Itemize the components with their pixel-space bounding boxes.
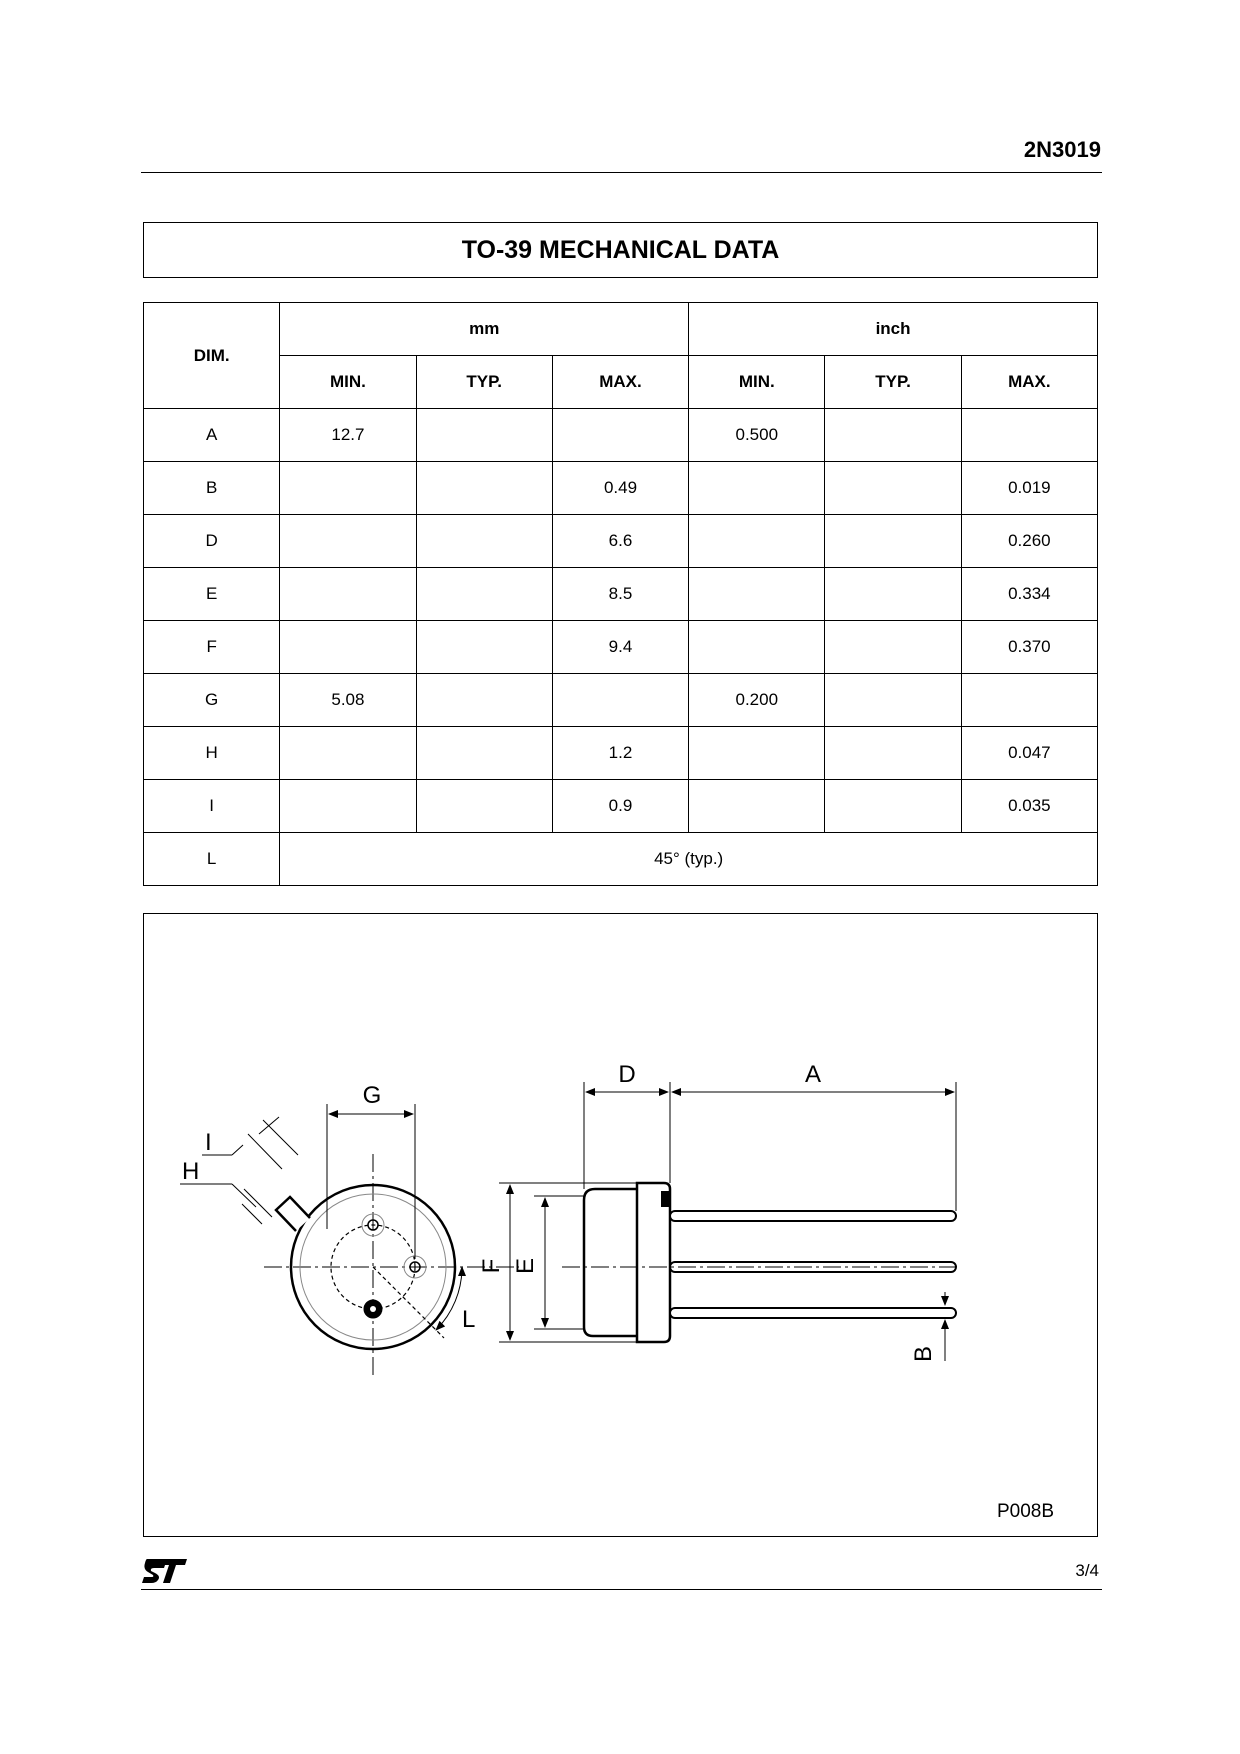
inch-max-cell <box>961 674 1097 727</box>
dim-cell: F <box>144 621 280 674</box>
inch-min-cell <box>689 462 825 515</box>
package-drawing <box>143 913 1098 1537</box>
inch-max-cell: 0.370 <box>961 621 1097 674</box>
table-row <box>144 462 1098 515</box>
table-row <box>144 780 1098 833</box>
mm-max-cell: 1.2 <box>552 727 688 780</box>
dim-cell: A <box>144 409 280 462</box>
dimension-line-h <box>232 1184 256 1207</box>
mm-header: mm <box>280 303 689 356</box>
mm-typ-cell <box>416 462 552 515</box>
side-view <box>478 1061 956 1362</box>
mechanical-data-table <box>143 302 1098 886</box>
drawing-code: P008B <box>996 1501 1054 1522</box>
flange-tab-mark <box>661 1191 670 1207</box>
st-logo <box>141 1556 189 1586</box>
mm-typ-cell <box>416 621 552 674</box>
dimension-line-i <box>259 1117 279 1134</box>
angle-value-cell: 45° (typ.) <box>280 833 1098 886</box>
mm-typ-cell <box>416 727 552 780</box>
dim-cell: H <box>144 727 280 780</box>
inch-typ-cell <box>825 674 961 727</box>
inch-max-cell <box>961 409 1097 462</box>
mm-typ-header: TYP. <box>416 356 552 409</box>
mm-typ-cell <box>416 409 552 462</box>
dim-cell: I <box>144 780 280 833</box>
inch-min-cell <box>689 780 825 833</box>
mm-min-cell: 5.08 <box>280 674 416 727</box>
table-row <box>144 568 1098 621</box>
package-outline-drawing <box>144 914 1099 1538</box>
mm-min-header: MIN. <box>280 356 416 409</box>
mm-min-cell <box>280 727 416 780</box>
inch-typ-cell <box>825 568 961 621</box>
mm-typ-cell <box>416 780 552 833</box>
angle-line <box>373 1267 444 1338</box>
inch-max-cell: 0.047 <box>961 727 1097 780</box>
inch-typ-cell <box>825 621 961 674</box>
mm-max-cell <box>552 674 688 727</box>
inch-min-header: MIN. <box>689 356 825 409</box>
inch-typ-cell <box>825 780 961 833</box>
lead <box>670 1211 956 1221</box>
mm-min-cell <box>280 515 416 568</box>
section-title: TO-39 MECHANICAL DATA <box>143 222 1098 278</box>
dim-header: DIM. <box>144 303 280 409</box>
lead <box>670 1308 956 1318</box>
extension-line <box>242 1204 262 1224</box>
label-f: F <box>478 1258 505 1274</box>
mm-max-cell: 0.9 <box>552 780 688 833</box>
mm-max-cell: 0.49 <box>552 462 688 515</box>
footer-rule <box>141 1589 1102 1590</box>
inch-max-cell: 0.019 <box>961 462 1097 515</box>
inch-min-cell <box>689 515 825 568</box>
table-row <box>144 515 1098 568</box>
page-number: 3/4 <box>1075 1561 1099 1580</box>
dim-cell: B <box>144 462 280 515</box>
label-d: D <box>618 1061 636 1088</box>
mm-typ-cell <box>416 674 552 727</box>
label-b: B <box>910 1345 937 1363</box>
mm-min-cell <box>280 568 416 621</box>
label-l: L <box>462 1306 476 1333</box>
inch-typ-cell <box>825 409 961 462</box>
inch-max-cell: 0.260 <box>961 515 1097 568</box>
mm-min-cell <box>280 621 416 674</box>
inch-min-cell: 0.200 <box>689 674 825 727</box>
table-row <box>144 727 1098 780</box>
inch-max-header: MAX. <box>961 356 1097 409</box>
orientation-tab <box>276 1197 310 1231</box>
table-row <box>144 621 1098 674</box>
mm-typ-cell <box>416 515 552 568</box>
label-i: I <box>205 1129 212 1156</box>
dim-cell: D <box>144 515 280 568</box>
label-h: H <box>182 1158 200 1185</box>
inch-max-cell: 0.035 <box>961 780 1097 833</box>
mm-max-header: MAX. <box>552 356 688 409</box>
mm-min-cell: 12.7 <box>280 409 416 462</box>
extension-line <box>244 1189 272 1217</box>
dim-cell: L <box>144 833 280 886</box>
inch-min-cell: 0.500 <box>689 409 825 462</box>
header-rule <box>141 172 1102 173</box>
inch-header: inch <box>689 303 1098 356</box>
table-row <box>144 409 1098 462</box>
inch-typ-header: TYP. <box>825 356 961 409</box>
inch-typ-cell <box>825 727 961 780</box>
extension-line <box>263 1120 298 1155</box>
mm-max-cell: 6.6 <box>552 515 688 568</box>
part-number: 2N3019 <box>1023 137 1101 162</box>
inch-min-cell <box>689 621 825 674</box>
inch-typ-cell <box>825 462 961 515</box>
dim-cell: E <box>144 568 280 621</box>
leader-line <box>232 1145 243 1155</box>
mm-max-cell <box>552 409 688 462</box>
label-e: E <box>512 1257 539 1275</box>
pin-case-center <box>370 1306 376 1312</box>
label-g: G <box>362 1082 382 1109</box>
mm-min-cell <box>280 780 416 833</box>
dim-cell: G <box>144 674 280 727</box>
inch-min-cell <box>689 568 825 621</box>
extension-line <box>248 1134 282 1169</box>
inch-typ-cell <box>825 515 961 568</box>
mm-max-cell: 9.4 <box>552 621 688 674</box>
bottom-view <box>180 1082 519 1376</box>
mm-typ-cell <box>416 568 552 621</box>
table-row <box>144 833 1098 886</box>
mm-min-cell <box>280 462 416 515</box>
inch-min-cell <box>689 727 825 780</box>
table-row <box>144 674 1098 727</box>
inch-max-cell: 0.334 <box>961 568 1097 621</box>
label-a: A <box>804 1061 822 1088</box>
mm-max-cell: 8.5 <box>552 568 688 621</box>
can-body <box>584 1189 637 1336</box>
